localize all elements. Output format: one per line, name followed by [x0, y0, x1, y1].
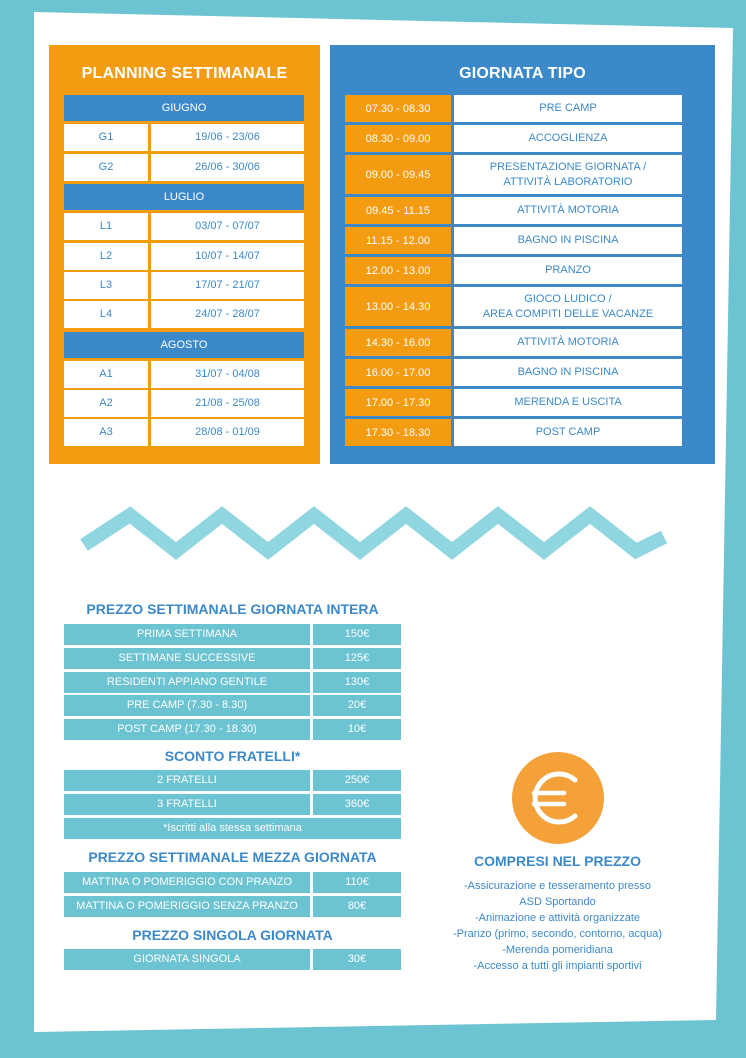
week-code: L2: [64, 243, 148, 270]
schedule-row: [345, 197, 682, 224]
week-code: A3: [64, 419, 148, 446]
price-value: 125€: [313, 648, 401, 669]
schedule-activity: ATTIVITÀ MOTORIA: [454, 197, 682, 224]
giornata-title: GIORNATA TIPO: [459, 65, 586, 82]
week-row: [64, 213, 304, 240]
week-code: L3: [64, 272, 148, 299]
week-code: G2: [64, 154, 148, 181]
price-value: 250€: [313, 770, 401, 791]
section-title-intera: PREZZO SETTIMANALE GIORNATA INTERA: [86, 601, 379, 617]
price-value: 80€: [313, 896, 401, 917]
schedule-row: [345, 287, 682, 326]
price-value: 130€: [313, 672, 401, 693]
price-value: 10€: [313, 719, 401, 740]
schedule-time: 07.30 - 08.30: [345, 95, 451, 122]
price-value: 20€: [313, 695, 401, 716]
schedule-activity: ACCOGLIENZA: [454, 125, 682, 152]
price-label: MATTINA O POMERIGGIO SENZA PRANZO: [64, 896, 310, 917]
week-row: [64, 272, 304, 299]
week-row: [64, 243, 304, 270]
price-row: [64, 794, 401, 815]
schedule-activity: ATTIVITÀ MOTORIA: [454, 329, 682, 356]
price-label: PRIMA SETTIMANA: [64, 624, 310, 645]
included-title: COMPRESI NEL PREZZO: [474, 853, 641, 869]
week-dates: 19/06 - 23/06: [151, 124, 304, 151]
section-title-mezza: PREZZO SETTIMANALE MEZZA GIORNATA: [88, 849, 377, 865]
price-label: MATTINA O POMERIGGIO CON PRANZO: [64, 872, 310, 893]
planning-title: PLANNING SETTIMANALE: [81, 65, 288, 82]
price-note: *Iscritti alla stessa settimana: [64, 818, 401, 839]
schedule-row: [345, 95, 682, 122]
schedule-time: 09.45 - 11.15: [345, 197, 451, 224]
price-label: POST CAMP (17.30 - 18.30): [64, 719, 310, 740]
week-code: A1: [64, 361, 148, 388]
euro-icon: [512, 752, 604, 844]
schedule-activity: MERENDA E USCITA: [454, 389, 682, 416]
schedule-row: [345, 227, 682, 254]
schedule-activity: PRANZO: [454, 257, 682, 284]
schedule-row: [345, 125, 682, 152]
included-item: -Pranzo (primo, secondo, contorno, acqua): [452, 928, 663, 940]
month-header-luglio: LUGLIO: [64, 184, 304, 210]
price-row: [64, 672, 401, 693]
price-label: 3 FRATELLI: [64, 794, 310, 815]
week-dates: 17/07 - 21/07: [151, 272, 304, 299]
week-dates: 10/07 - 14/07: [151, 243, 304, 270]
week-dates: 03/07 - 07/07: [151, 213, 304, 240]
week-code: L1: [64, 213, 148, 240]
included-item: -Assicurazione e tesseramento presso ASD Sportando: [463, 880, 652, 908]
price-value: 150€: [313, 624, 401, 645]
schedule-row: [345, 257, 682, 284]
schedule-activity: PRESENTAZIONE GIORNATA / ATTIVITÀ LABORATORIO: [454, 155, 682, 194]
week-code: G1: [64, 124, 148, 151]
month-header-giugno: GIUGNO: [64, 95, 304, 121]
price-row: [64, 648, 401, 669]
giornata-panel: [330, 45, 715, 464]
week-row: [64, 419, 304, 446]
week-row: [64, 301, 304, 328]
week-dates: 21/08 - 25/08: [151, 390, 304, 417]
price-row: [64, 719, 401, 740]
week-row: [64, 361, 304, 388]
price-row: [64, 695, 401, 716]
price-row: [64, 872, 401, 893]
week-dates: 31/07 - 04/08: [151, 361, 304, 388]
week-row: [64, 154, 304, 181]
price-label: SETTIMANE SUCCESSIVE: [64, 648, 310, 669]
schedule-time: 17.00 - 17.30: [345, 389, 451, 416]
schedule-activity: BAGNO IN PISCINA: [454, 227, 682, 254]
schedule-time: 09.00 - 09.45: [345, 155, 451, 194]
schedule-row: [345, 329, 682, 356]
price-value: 110€: [313, 872, 401, 893]
price-label: RESIDENTI APPIANO GENTILE: [64, 672, 310, 693]
week-row: [64, 124, 304, 151]
week-dates: 24/07 - 28/07: [151, 301, 304, 328]
week-dates: 26/06 - 30/06: [151, 154, 304, 181]
included-list: [440, 878, 675, 974]
zigzag-divider: [78, 505, 670, 561]
schedule-time: 13.00 - 14.30: [345, 287, 451, 326]
schedule-activity: POST CAMP: [454, 419, 682, 446]
schedule-activity: PRE CAMP: [454, 95, 682, 122]
section-title-fratelli: SCONTO FRATELLI*: [164, 748, 301, 764]
week-code: A2: [64, 390, 148, 417]
price-label: PRE CAMP (7.30 - 8.30): [64, 695, 310, 716]
price-value: 30€: [313, 949, 401, 970]
schedule-time: 16.00 - 17.00: [345, 359, 451, 386]
week-code: L4: [64, 301, 148, 328]
section-title-singola: PREZZO SINGOLA GIORNATA: [132, 927, 333, 943]
price-row: [64, 949, 401, 970]
included-item: -Accesso a tutti gli impianti sportivi: [473, 960, 642, 972]
included-item: -Animazione e attività organizzate: [474, 912, 641, 924]
price-row: [64, 770, 401, 791]
schedule-time: 14.30 - 16.00: [345, 329, 451, 356]
price-value: 360€: [313, 794, 401, 815]
schedule-activity: BAGNO IN PISCINA: [454, 359, 682, 386]
schedule-row: [345, 389, 682, 416]
schedule-row: [345, 155, 682, 194]
schedule-activity: GIOCO LUDICO / AREA COMPITI DELLE VACANZE: [454, 287, 682, 326]
price-note-row: [64, 818, 401, 839]
price-row: [64, 624, 401, 645]
price-row: [64, 896, 401, 917]
schedule-row: [345, 359, 682, 386]
month-header-agosto: AGOSTO: [64, 332, 304, 358]
week-dates: 28/08 - 01/09: [151, 419, 304, 446]
price-label: 2 FRATELLI: [64, 770, 310, 791]
included-item: -Merenda pomeridiana: [502, 944, 613, 956]
schedule-time: 12.00 - 13.00: [345, 257, 451, 284]
schedule-row: [345, 419, 682, 446]
week-row: [64, 390, 304, 417]
schedule-time: 08.30 - 09.00: [345, 125, 451, 152]
price-label: GIORNATA SINGOLA: [64, 949, 310, 970]
planning-panel: [49, 45, 320, 464]
schedule-time: 11.15 - 12.00: [345, 227, 451, 254]
schedule-time: 17.30 - 18.30: [345, 419, 451, 446]
